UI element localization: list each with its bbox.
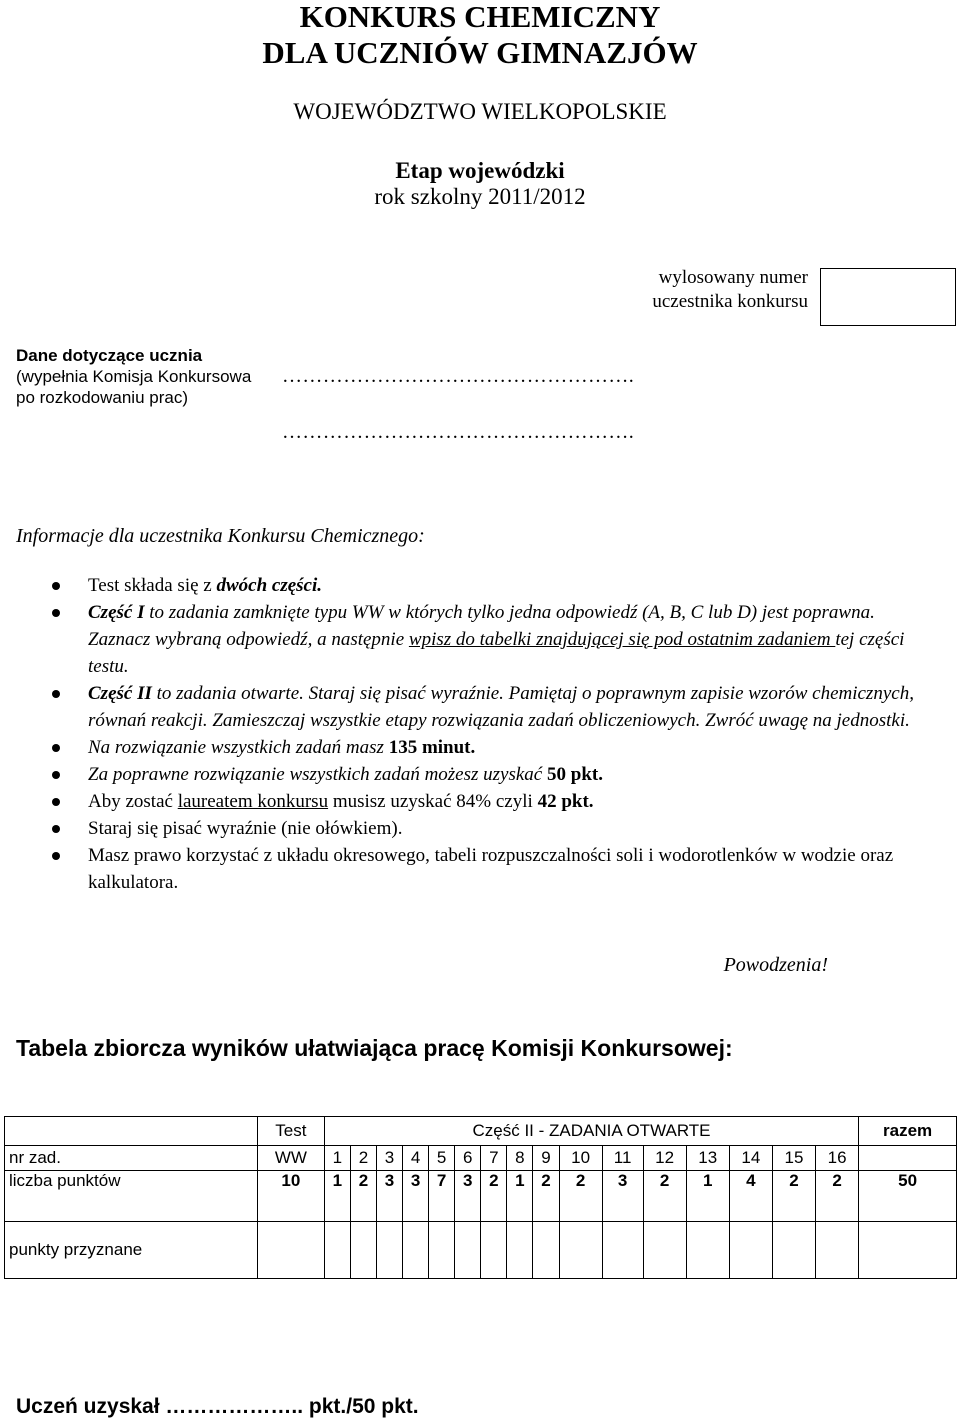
granted-points-input-cell[interactable] <box>686 1222 729 1279</box>
table-row-granted <box>5 1222 957 1279</box>
task-number-cell: 11 <box>602 1146 643 1171</box>
points-cell: 2 <box>816 1171 859 1222</box>
task-number-cell: 8 <box>507 1146 533 1171</box>
granted-points-input-cell[interactable] <box>376 1222 402 1279</box>
row-label-tasks: nr zad. <box>5 1146 258 1171</box>
task-number-cell: 4 <box>403 1146 429 1171</box>
rule2-underlined: wpisz do tabelki znajdującej się pod ostatnim zadaniem <box>408 629 836 650</box>
granted-points-input-cell[interactable] <box>350 1222 376 1279</box>
student-data-line-2[interactable]: ……………………………………………. <box>282 421 635 443</box>
granted-points-input-cell[interactable] <box>559 1222 602 1279</box>
header-test: Test <box>257 1117 324 1146</box>
points-cell: 3 <box>376 1171 402 1222</box>
good-luck: Powodzenia! <box>723 954 828 976</box>
points-total-cell: 50 <box>859 1171 957 1222</box>
header-total: razem <box>859 1117 957 1146</box>
granted-points-input-cell[interactable] <box>257 1222 324 1279</box>
participant-number-label-line1: wylosowany numer <box>658 267 808 288</box>
granted-points-input-cell[interactable] <box>481 1222 507 1279</box>
points-cell: 2 <box>643 1171 686 1222</box>
rule7-text: Staraj się pisać wyraźnie (nie ołówkiem). <box>88 818 403 839</box>
table-title: Tabela zbiorcza wyników ułatwiająca pracę Komisji Konkursowej: <box>16 1035 733 1061</box>
participant-number-label <box>508 266 808 314</box>
rule3-bold: Część II <box>88 683 152 704</box>
rule8-text: Masz prawo korzystać z układu okresowego, tabeli rozpuszczalności soli i wodorotlenków w wodzie oraz kalkulatora. <box>88 845 894 893</box>
task-number-cell: 3 <box>376 1146 402 1171</box>
rule5-text: Za poprawne rozwiązanie wszystkich zadań możesz uzyskać <box>88 764 547 785</box>
table-corner-cell <box>5 1117 258 1146</box>
granted-points-input-cell[interactable] <box>429 1222 455 1279</box>
points-cell: 2 <box>350 1171 376 1222</box>
rule3-text: to zadania otwarte. Staraj się pisać wyraźnie. Pamiętaj o poprawnym zapisie wzorów chemicznych, równań reakcji. Zamieszczaj wszystkie etapy rozwiązania zadań obliczeniowych. Zwróć uwagę na jednostki. <box>88 683 914 731</box>
rule-item <box>52 599 932 680</box>
participant-number-box[interactable] <box>820 268 956 326</box>
points-cell: 2 <box>772 1171 815 1222</box>
points-cell: 3 <box>455 1171 481 1222</box>
points-cell: 1 <box>324 1171 350 1222</box>
rule2-bold: Część I <box>88 602 145 623</box>
row-label-granted: punkty przyznane <box>5 1222 258 1279</box>
task-number-cell: 7 <box>481 1146 507 1171</box>
rule5-bold: 50 pkt. <box>547 764 603 785</box>
results-table <box>4 1116 957 1279</box>
rule2-end: tej części testu. <box>88 629 905 677</box>
rule1-bold: dwóch części. <box>216 575 323 596</box>
task-number-cell: 6 <box>455 1146 481 1171</box>
points-cell: 3 <box>403 1171 429 1222</box>
rule4-bold: 135 minut. <box>388 737 476 758</box>
task-number-cell: 5 <box>429 1146 455 1171</box>
points-cell: 2 <box>481 1171 507 1222</box>
points-cell: 7 <box>429 1171 455 1222</box>
granted-points-input-cell[interactable] <box>533 1222 559 1279</box>
granted-points-input-cell[interactable] <box>324 1222 350 1279</box>
title-line-2: DLA UCZNIÓW GIMNAZJÓW <box>262 35 698 70</box>
rule6-underlined: laureatem konkursu <box>177 791 329 812</box>
granted-points-input-cell[interactable] <box>507 1222 533 1279</box>
granted-points-input-cell[interactable] <box>729 1222 772 1279</box>
rules-list <box>52 572 932 896</box>
school-year: rok szkolny 2011/2012 <box>374 184 586 209</box>
task-number-cell: 16 <box>816 1146 859 1171</box>
header-part2: Część II - ZADANIA OTWARTE <box>324 1117 858 1146</box>
task-total-empty-cell <box>859 1146 957 1171</box>
participant-number-label-line2: uczestnika konkursu <box>652 291 808 312</box>
table-row-tasks <box>5 1146 957 1171</box>
student-data-note-line2: po rozkodowaniu prac) <box>16 388 188 407</box>
granted-points-input-cell[interactable] <box>816 1222 859 1279</box>
task-number-cell: 10 <box>559 1146 602 1171</box>
table-row-points <box>5 1171 957 1222</box>
points-cell: 4 <box>729 1171 772 1222</box>
voivodeship: WOJEWÓDZTWO WIELKOPOLSKIE <box>293 99 667 124</box>
rule-item <box>52 734 932 761</box>
task-number-cell: 12 <box>643 1146 686 1171</box>
student-data-label <box>16 345 251 408</box>
info-heading: Informacje dla uczestnika Konkursu Chemicznego: <box>16 525 425 547</box>
rule-item <box>52 788 932 815</box>
rule-item <box>52 572 932 599</box>
rule-item <box>52 680 932 734</box>
rule1-text: Test składa się z <box>88 575 217 596</box>
task-number-cell: 15 <box>772 1146 815 1171</box>
final-score-line: Uczeń uzyskał ……………….. pkt./50 pkt. <box>16 1395 419 1418</box>
title-line-1: KONKURS CHEMICZNY <box>299 0 661 34</box>
granted-points-input-cell[interactable] <box>455 1222 481 1279</box>
granted-points-input-cell[interactable] <box>859 1222 957 1279</box>
granted-points-input-cell[interactable] <box>643 1222 686 1279</box>
task-number-cell: 14 <box>729 1146 772 1171</box>
points-cell: 10 <box>257 1171 324 1222</box>
points-cell: 3 <box>602 1171 643 1222</box>
row-label-points: liczba punktów <box>5 1171 258 1222</box>
student-data-title: Dane dotyczące ucznia <box>16 346 203 365</box>
rule2-text: to zadania zamknięte typu WW w których tylko jedna odpowiedź (A, B, C lub D) jest poprawna. Zaznacz wybraną odpowiedź, a następnie <box>88 602 875 650</box>
granted-points-input-cell[interactable] <box>602 1222 643 1279</box>
rule6-text: Aby zostać <box>88 791 178 812</box>
student-data-line-1[interactable]: ……………………………………………. <box>282 365 635 387</box>
rule-item <box>52 761 932 788</box>
points-cell: 2 <box>559 1171 602 1222</box>
points-cell: 2 <box>533 1171 559 1222</box>
rule6-text-2: musisz uzyskać 84% czyli <box>328 791 538 812</box>
rule-item <box>52 815 932 842</box>
task-number-cell: 9 <box>533 1146 559 1171</box>
task-number-cell: 2 <box>350 1146 376 1171</box>
task-number-cell: 13 <box>686 1146 729 1171</box>
rule6-bold: 42 pkt. <box>537 791 594 812</box>
task-number-cell: WW <box>257 1146 324 1171</box>
granted-points-input-cell[interactable] <box>772 1222 815 1279</box>
granted-points-input-cell[interactable] <box>403 1222 429 1279</box>
rule-item <box>52 842 932 896</box>
points-cell: 1 <box>507 1171 533 1222</box>
stage: Etap wojewódzki <box>395 158 565 183</box>
table-header-row <box>5 1117 957 1146</box>
rule4-text: Na rozwiązanie wszystkich zadań masz <box>88 737 389 758</box>
task-number-cell: 1 <box>324 1146 350 1171</box>
student-data-note-line1: (wypełnia Komisja Konkursowa <box>16 367 252 386</box>
points-cell: 1 <box>686 1171 729 1222</box>
